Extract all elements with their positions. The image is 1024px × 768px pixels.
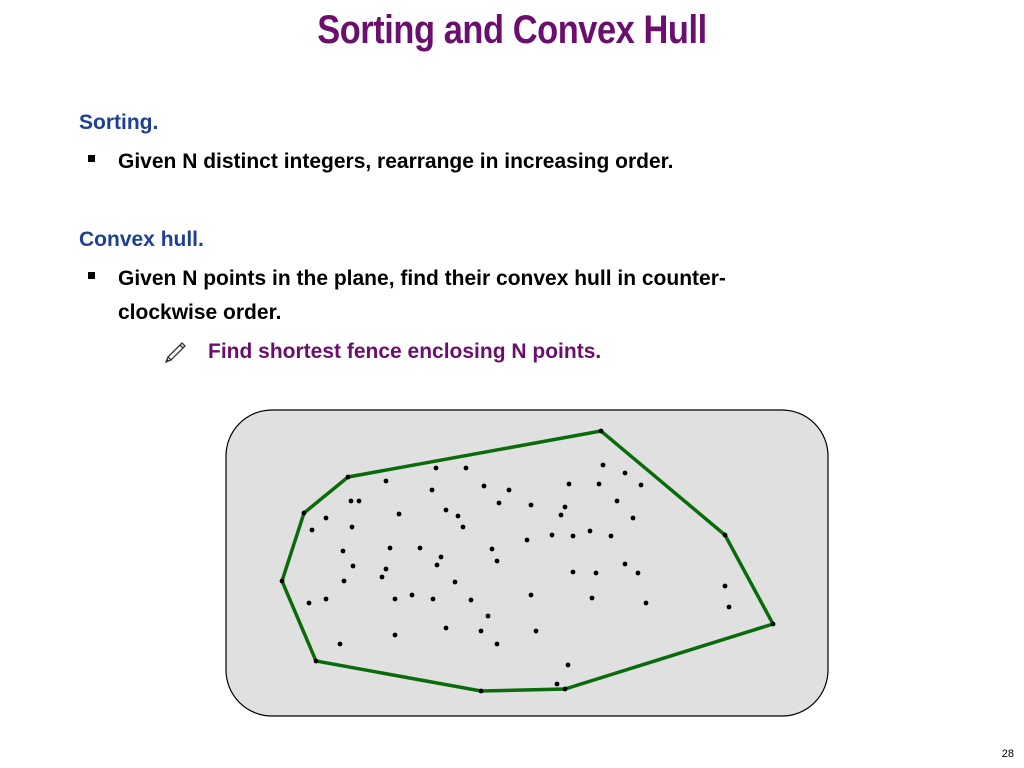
point [384,479,389,484]
point [567,482,572,487]
point [559,513,564,518]
point [435,563,440,568]
point [307,601,312,606]
point [609,534,614,539]
figure-background [226,410,828,716]
page-number: 28 [1001,748,1014,760]
point [644,601,649,606]
point [393,597,398,602]
point [479,689,484,694]
point [310,528,315,533]
point [771,622,776,627]
point [464,466,469,471]
point [588,529,593,534]
point [444,508,449,513]
point [615,499,620,504]
point [555,682,560,687]
point [550,533,555,538]
point [380,575,385,580]
point [495,559,500,564]
point [563,687,568,692]
convex-hull-figure [225,409,829,717]
point [418,546,423,551]
point [571,534,576,539]
point [482,484,487,489]
convex-hull-heading: Convex hull. [79,228,204,251]
point [351,564,356,569]
convex-hull-bullet-line2: clockwise order. [118,301,282,324]
point [479,629,484,634]
point [529,593,534,598]
point [397,512,402,517]
point [410,593,415,598]
point [357,499,362,504]
square-bullet-icon [88,155,95,162]
point [384,567,389,572]
slide-title: Sorting and Convex Hull [317,8,707,52]
square-bullet-icon [88,272,95,279]
point [636,571,641,576]
point [601,463,606,468]
point [338,642,343,647]
point [342,579,347,584]
point [430,488,435,493]
point [723,533,728,538]
point [571,570,576,575]
point [623,562,628,567]
point [324,597,329,602]
point [727,605,732,610]
point [534,629,539,634]
point [594,571,599,576]
point [507,488,512,493]
point [599,429,604,434]
sorting-heading: Sorting. [79,111,159,134]
pencil-icon [160,339,188,367]
point [324,516,329,521]
point [453,580,458,585]
point [631,516,636,521]
point [444,626,449,631]
point [280,579,285,584]
point [434,466,439,471]
point [349,499,354,504]
point [388,546,393,551]
point [456,514,461,519]
convex-hull-diagram [225,409,829,717]
point [525,538,530,543]
point [590,596,595,601]
point [439,555,444,560]
point [393,633,398,638]
point [495,642,500,647]
point [490,547,495,552]
point [314,659,319,664]
point [497,501,502,506]
point [346,475,351,480]
point [341,549,346,554]
sorting-bullet-text: Given N distinct integers, rearrange in increasing order. [118,150,674,173]
point [469,598,474,603]
point [461,525,466,530]
point [302,511,307,516]
point [566,663,571,668]
point [639,483,644,488]
point [529,503,534,508]
convex-hull-bullet-text [118,262,878,330]
point [723,584,728,589]
point [563,505,568,510]
point [486,614,491,619]
fence-sub-bullet-text: Find shortest fence enclosing N points. [208,340,602,363]
point [431,597,436,602]
point [597,482,602,487]
convex-hull-bullet-line1: Given N points in the plane, find their convex hull in counter- [118,267,726,290]
point [350,525,355,530]
point [623,471,628,476]
